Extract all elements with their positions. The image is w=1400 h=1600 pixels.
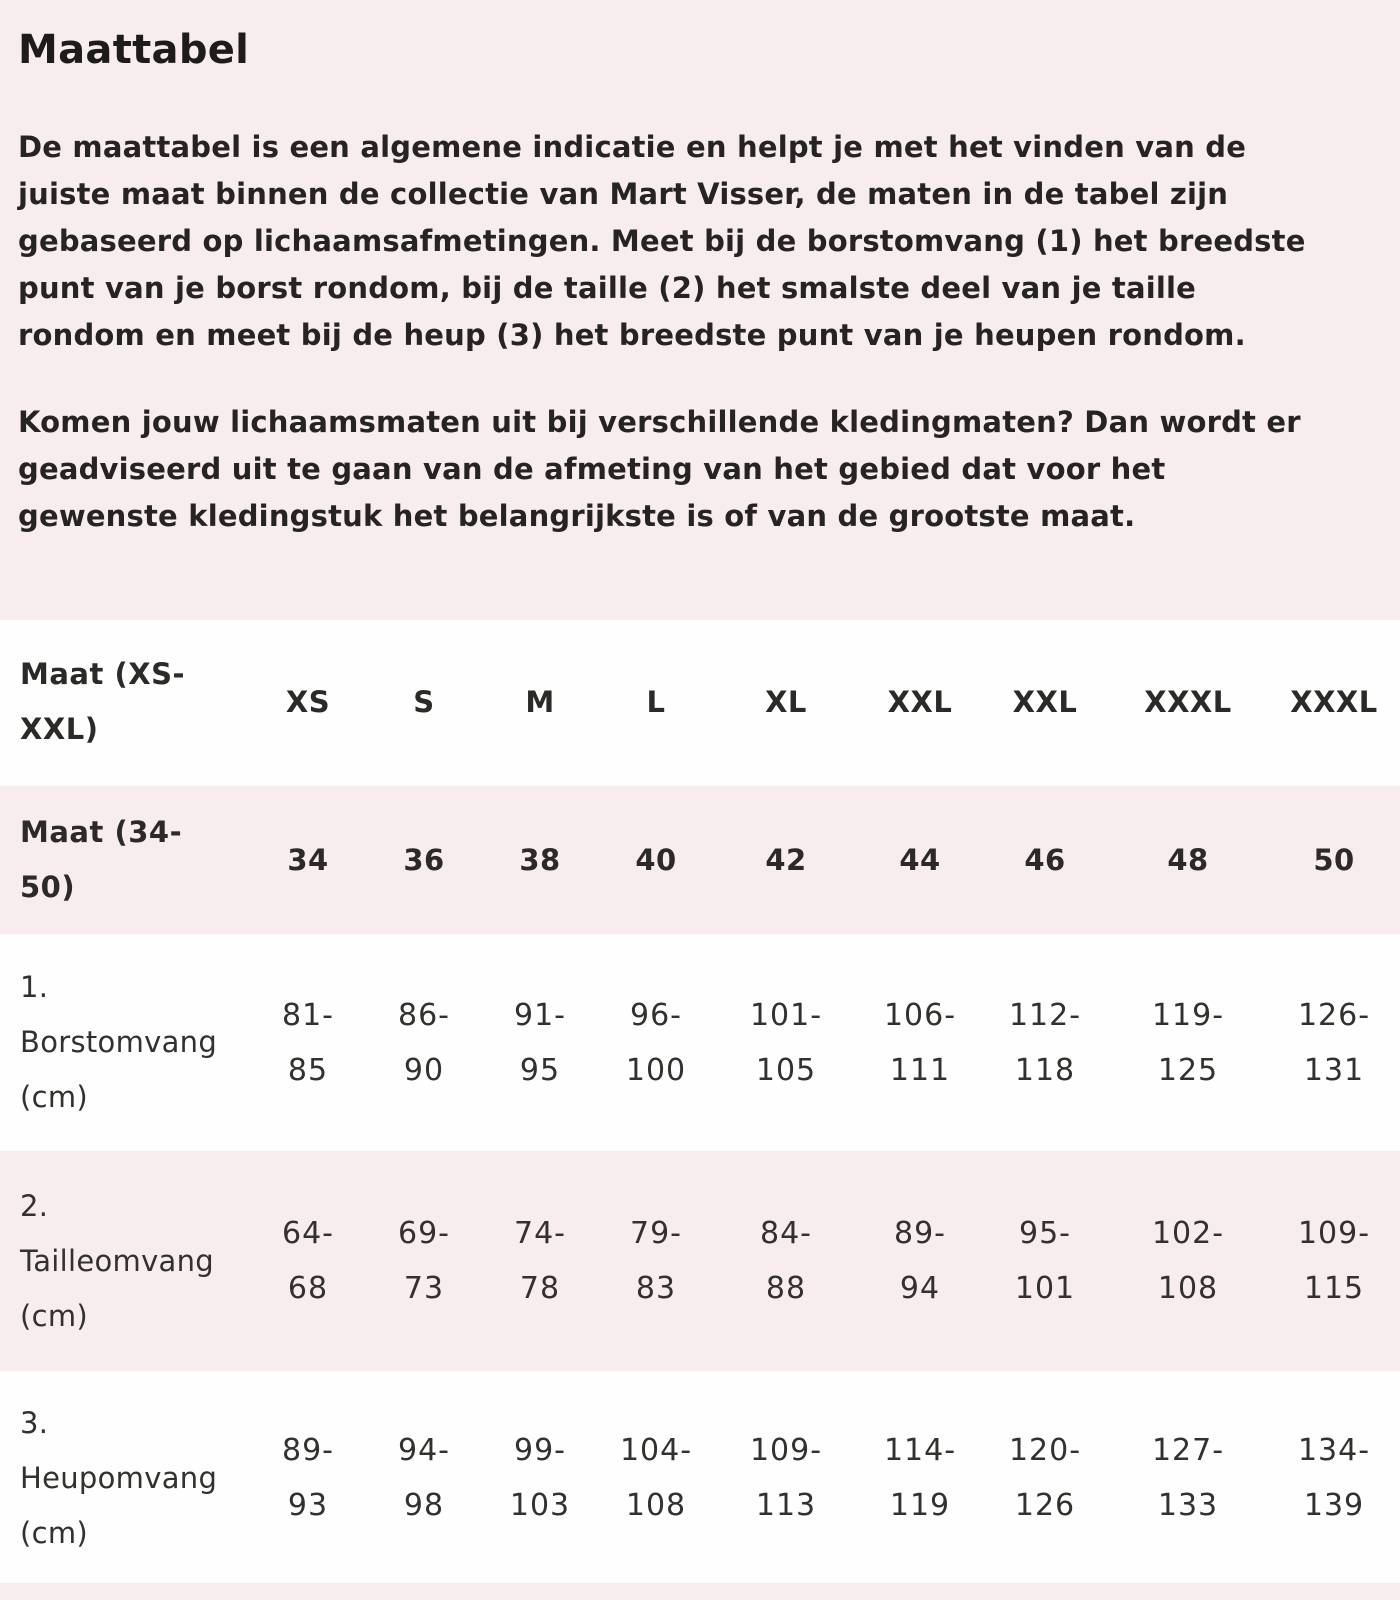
size-value-line: 109- bbox=[1297, 1216, 1371, 1251]
size-value-cell bbox=[482, 935, 598, 1150]
size-value-line: 38 bbox=[519, 842, 561, 877]
size-value-cell bbox=[858, 1372, 982, 1583]
size-value-line: 104- bbox=[619, 1433, 693, 1468]
size-value-cell bbox=[1108, 935, 1268, 1150]
size-value-line: 46 bbox=[1024, 842, 1066, 877]
size-value-cell bbox=[714, 935, 858, 1150]
size-value-cell bbox=[714, 620, 858, 785]
row-label bbox=[0, 1372, 250, 1583]
size-value-cell bbox=[598, 1150, 714, 1372]
size-value-line: 81- bbox=[282, 997, 334, 1033]
size-value-line: 108 bbox=[625, 1488, 687, 1523]
size-value-cell bbox=[714, 785, 858, 935]
size-value-cell bbox=[482, 1150, 598, 1372]
page-title: Maattabel bbox=[18, 27, 250, 73]
size-value-cell bbox=[482, 1372, 598, 1583]
size-value-cell bbox=[366, 785, 482, 935]
size-value-line: 34 bbox=[287, 842, 329, 877]
size-value-line: XXXL bbox=[1144, 684, 1232, 719]
size-value-cell bbox=[1268, 1372, 1400, 1583]
row-label bbox=[0, 935, 250, 1150]
row-label-line: 50) bbox=[20, 870, 76, 904]
size-value-line: 40 bbox=[635, 842, 677, 877]
size-value-line: 119 bbox=[889, 1488, 951, 1523]
size-table bbox=[0, 620, 1400, 1583]
size-value-cell bbox=[1268, 935, 1400, 1150]
size-value-cell bbox=[858, 935, 982, 1150]
size-value-cell bbox=[250, 785, 366, 935]
size-value-line: M bbox=[525, 684, 555, 719]
size-value-line: 126- bbox=[1297, 997, 1371, 1033]
size-value-line: 109- bbox=[749, 1433, 823, 1468]
size-value-line: 108 bbox=[1157, 1271, 1219, 1306]
size-value-line: 118 bbox=[1014, 1052, 1076, 1088]
row-label bbox=[0, 620, 250, 785]
size-value-line: 79- bbox=[630, 1216, 682, 1251]
size-value-line: 69- bbox=[398, 1216, 450, 1251]
size-value-line: 120- bbox=[1008, 1433, 1082, 1468]
size-value-line: 68 bbox=[287, 1271, 329, 1306]
size-value-line: 94 bbox=[899, 1271, 941, 1306]
size-value-line: 64- bbox=[282, 1216, 334, 1251]
row-label-line: XXL) bbox=[20, 712, 99, 746]
table-row bbox=[0, 785, 1400, 935]
row-label-line: 2. bbox=[20, 1188, 49, 1223]
size-value-cell bbox=[1268, 620, 1400, 785]
size-value-line: 44 bbox=[899, 842, 941, 877]
size-value-cell bbox=[250, 935, 366, 1150]
size-value-cell bbox=[598, 620, 714, 785]
size-value-line: 105 bbox=[755, 1052, 817, 1088]
size-value-cell bbox=[982, 1372, 1108, 1583]
size-value-cell bbox=[982, 1150, 1108, 1372]
size-value-line: 112- bbox=[1008, 997, 1082, 1033]
size-value-line: 134- bbox=[1297, 1433, 1371, 1468]
size-value-line: 93 bbox=[287, 1488, 329, 1523]
size-value-cell bbox=[714, 1150, 858, 1372]
row-label-line: 3. bbox=[20, 1405, 49, 1440]
size-value-line: L bbox=[646, 684, 666, 719]
size-value-cell bbox=[1108, 1372, 1268, 1583]
size-value-line: 98 bbox=[403, 1488, 445, 1523]
size-value-line: XL bbox=[765, 684, 807, 719]
size-value-cell bbox=[366, 1150, 482, 1372]
table-row bbox=[0, 620, 1400, 785]
row-label-line: Borstomvang bbox=[20, 1025, 218, 1059]
table-row bbox=[0, 935, 1400, 1150]
size-value-cell bbox=[598, 1372, 714, 1583]
size-value-line: 101 bbox=[1014, 1271, 1076, 1306]
size-value-line: 139 bbox=[1303, 1488, 1365, 1523]
size-value-line: 125 bbox=[1157, 1052, 1219, 1088]
size-value-cell bbox=[1268, 785, 1400, 935]
size-value-line: 83 bbox=[635, 1271, 677, 1306]
size-value-line: 113 bbox=[755, 1488, 817, 1523]
size-value-line: 91- bbox=[514, 997, 566, 1033]
row-label-line: Heupomvang bbox=[20, 1460, 218, 1495]
size-value-cell bbox=[982, 620, 1108, 785]
size-value-line: 74- bbox=[514, 1216, 566, 1251]
size-value-line: 78 bbox=[519, 1271, 561, 1306]
size-value-line: 94- bbox=[398, 1433, 450, 1468]
size-value-line: 102- bbox=[1151, 1216, 1225, 1251]
size-value-line: 131 bbox=[1303, 1052, 1365, 1088]
size-value-line: 85 bbox=[287, 1052, 329, 1088]
size-value-line: XS bbox=[285, 684, 331, 719]
table-row bbox=[0, 1150, 1400, 1372]
size-value-line: 115 bbox=[1303, 1271, 1365, 1306]
size-value-line: XXXL bbox=[1290, 684, 1378, 719]
size-value-cell bbox=[1108, 1150, 1268, 1372]
size-value-line: 89- bbox=[894, 1216, 946, 1251]
size-value-line: 73 bbox=[403, 1271, 445, 1306]
size-value-line: 84- bbox=[760, 1216, 812, 1251]
size-value-cell bbox=[598, 785, 714, 935]
size-value-line: 101- bbox=[749, 997, 823, 1033]
row-label-line: (cm) bbox=[20, 1515, 89, 1550]
size-value-line: 95- bbox=[1019, 1216, 1071, 1251]
size-value-cell bbox=[858, 1150, 982, 1372]
table-row bbox=[0, 1372, 1400, 1583]
size-value-line: XXL bbox=[887, 684, 953, 719]
size-table-body bbox=[0, 620, 1400, 1583]
row-label bbox=[0, 785, 250, 935]
size-value-line: 89- bbox=[282, 1433, 334, 1468]
size-value-cell bbox=[598, 935, 714, 1150]
size-value-cell bbox=[982, 785, 1108, 935]
size-value-cell bbox=[250, 1150, 366, 1372]
size-value-cell bbox=[366, 1372, 482, 1583]
size-value-line: 119- bbox=[1151, 997, 1225, 1033]
size-value-line: 88 bbox=[765, 1271, 807, 1306]
size-value-line: 96- bbox=[630, 997, 682, 1033]
size-value-cell bbox=[714, 1372, 858, 1583]
size-value-line: 99- bbox=[514, 1433, 566, 1468]
size-value-line: 86- bbox=[398, 997, 450, 1033]
row-label-line: (cm) bbox=[20, 1298, 89, 1333]
size-value-cell bbox=[1108, 785, 1268, 935]
size-value-line: 100 bbox=[625, 1052, 687, 1088]
size-value-cell bbox=[982, 935, 1108, 1150]
size-value-line: 133 bbox=[1157, 1488, 1219, 1523]
size-value-line: 50 bbox=[1313, 842, 1355, 877]
size-value-cell bbox=[858, 620, 982, 785]
size-value-line: 103 bbox=[509, 1488, 571, 1523]
size-value-cell bbox=[482, 785, 598, 935]
size-value-line: 111 bbox=[889, 1052, 951, 1088]
size-value-cell bbox=[1268, 1150, 1400, 1372]
size-value-cell bbox=[482, 620, 598, 785]
size-value-cell bbox=[858, 785, 982, 935]
row-label-line: Maat (34- bbox=[20, 815, 183, 849]
size-value-line: 114- bbox=[883, 1433, 957, 1468]
size-guide-intro-section bbox=[0, 0, 1400, 540]
row-label bbox=[0, 1150, 250, 1372]
size-value-cell bbox=[250, 620, 366, 785]
advice-paragraph: Komen jouw lichaamsmaten uit bij verschillende kledingmaten? Dan wordt er geadviseerd uit te gaan van de afmeting van het gebied dat voor het gewenste kledingstuk het belangrijkste is of van de grootste maat. bbox=[18, 405, 1301, 533]
row-label-line: 1. bbox=[20, 970, 49, 1004]
size-value-line: 95 bbox=[519, 1052, 561, 1088]
size-value-line: 106- bbox=[883, 997, 957, 1033]
size-value-line: S bbox=[413, 684, 435, 719]
row-label-line: Maat (XS- bbox=[20, 657, 185, 691]
size-value-line: 90 bbox=[403, 1052, 445, 1088]
size-value-cell bbox=[366, 935, 482, 1150]
size-value-cell bbox=[366, 620, 482, 785]
size-value-line: 48 bbox=[1167, 842, 1209, 877]
size-value-cell bbox=[250, 1372, 366, 1583]
size-value-line: XXL bbox=[1012, 684, 1078, 719]
size-value-line: 126 bbox=[1014, 1488, 1076, 1523]
row-label-line: (cm) bbox=[20, 1080, 89, 1114]
size-value-cell bbox=[1108, 620, 1268, 785]
size-value-line: 42 bbox=[765, 842, 807, 877]
row-label-line: Tailleomvang bbox=[20, 1243, 215, 1278]
size-value-line: 36 bbox=[403, 842, 445, 877]
intro-paragraph: De maattabel is een algemene indicatie en helpt je met het vinden van de juiste maat binnen de collectie van Mart Visser, de maten in de tabel zijn gebaseerd op lichaamsafmetingen. Meet bij de borstomvang (1) het breedste punt van je borst rondom, bij de taille (2) het smalste deel van je taille rondom en meet bij de heup (3) het breedste punt van je heupen rondom. bbox=[18, 130, 1306, 352]
size-value-line: 127- bbox=[1151, 1433, 1225, 1468]
